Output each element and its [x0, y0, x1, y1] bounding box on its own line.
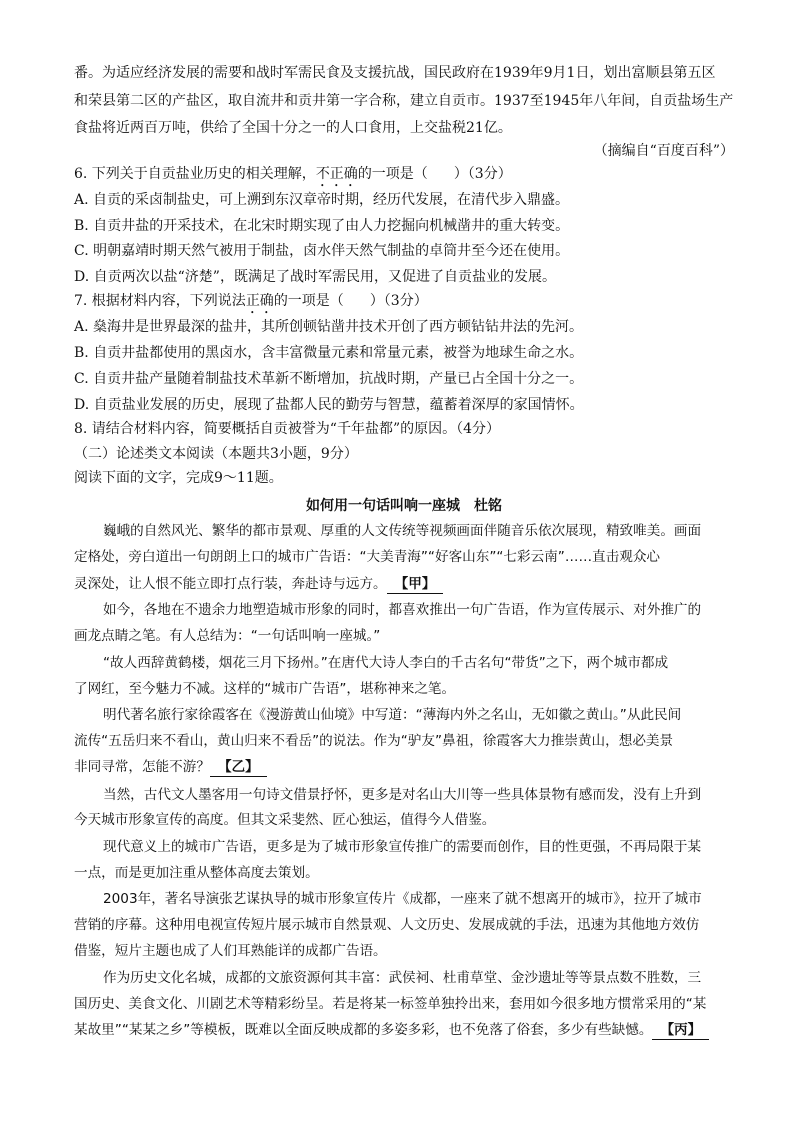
q7-stem-end: ）（3分）	[369, 293, 428, 309]
intro-line-1: 番。为适应经济发展的需要和战时军需民食及支援抗战，国民政府在1939年9月1日，划出富顺县第五区	[74, 65, 716, 81]
article-p6-line2: 一点，而是更加注重从整体高度去策划。	[74, 865, 319, 881]
blank-yi[interactable]: 【乙】	[210, 758, 267, 777]
blank-bing[interactable]: 【丙】	[652, 1021, 709, 1040]
article-p4-line2: 流传“五岳归来不看山，黄山归来不看岳”的说法。作为“驴友”鼻祖，徐霞客大力推崇黄山，想必美景	[74, 733, 674, 749]
article-title: 如何用一句话叫响一座城 杜铭	[306, 498, 502, 514]
question-6-stem	[74, 165, 734, 190]
section-heading: （二）论述类文本阅读（本题共3小题，9分）	[74, 446, 358, 462]
q6-stem-emphasis: 不正确	[315, 166, 358, 182]
blank-jia[interactable]: 【甲】	[387, 575, 444, 594]
article-p8-line2: 国历史、美食文化、川剧艺术等精彩纷呈。若是将某一标签单独拎出来，套用如今很多地方惯常采用的“某	[74, 996, 707, 1012]
q7-stem-post: 的一项是（	[273, 293, 344, 309]
article-p1-text: 灵深处，让人恨不能立即打点行装，奔赴诗与远方。	[74, 576, 387, 592]
article-p2-line1: 如今，各地在不遗余力地塑造城市形象的同时，都喜欢推出一句广告语，作为宣传展示、对外推广的	[103, 602, 702, 618]
article-p2-line2: 画龙点睛之笔。有人总结为：“一句话叫响一座城。”	[74, 628, 381, 644]
intro-line-3: 食盐将近两百万吨，供给了全国十分之一的人口食用，上交盐税21亿。	[74, 120, 512, 136]
article-p5-line1: 当然，古代文人墨客用一句诗文借景抒怀，更多是对名山大川等一些具体景物有感而发，没有上升到	[103, 787, 702, 803]
q6-option-a: A. 自贡的采卤制盐史，可上溯到东汉章帝时期，经历代发展，在清代步入鼎盛。	[74, 192, 570, 208]
article-p4-line1: 明代著名旅行家徐霞客在《漫游黄山仙境》中写道：“薄海内外之名山，无如徽之黄山。”从此民间	[103, 707, 682, 723]
q6-stem-post: 的一项是（	[357, 166, 428, 182]
q7-option-a: A. 燊海井是世界最深的盐井，其所创顿钻凿井技术开创了西方顿钻钻井法的先河。	[74, 319, 584, 335]
question-8: 8. 请结合材料内容，简要概括自贡被誉为“千年盐都”的原因。（4分）	[74, 421, 501, 437]
article-p7-line2: 营销的序幕。这种用电视宣传短片展示城市自然景观、人文历史、发展成就的手法，迅速为其他地方效仿	[74, 917, 700, 933]
article-p6-line1: 现代意义上的城市广告语，更多是为了城市形象宣传推广的需要而创作，目的性更强，不再局限于某	[103, 839, 702, 855]
article-p1-line3	[74, 575, 734, 594]
article-p3-line1: “故人西辞黄鹤楼，烟花三月下扬州。”在唐代大诗人李白的千古名句“带货”之下，两个城市都成	[103, 655, 669, 671]
q7-option-c: C. 自贡井盐产量随着制盐技术革新不断增加，抗战时期，产量已占全国十分之一。	[74, 371, 584, 387]
article-p1-line1: 巍峨的自然风光、繁华的都市景观、厚重的人文传统等视频画面伴随音乐依次展现，精致唯美。画面	[103, 523, 702, 539]
article-p7-line1: 2003年，著名导演张艺谋执导的城市形象宣传片《成都，一座来了就不想离开的城市》，拉开了城市	[103, 891, 702, 907]
source-note: （摘编自“百度百科”）	[593, 143, 734, 159]
article-p8-text: 某故里”“某某之乡”等模板，既难以全面反映成都的多姿多彩，也不免落了俗套，多少有些缺憾。	[74, 1022, 653, 1038]
article-p3-line2: 了网红，至今魅力不减。这样的“城市广告语”，堪称神来之笔。	[74, 681, 456, 697]
q6-stem-end: ）（3分）	[453, 166, 512, 182]
article-p4-text: 非同寻常，怎能不游？	[74, 759, 210, 775]
intro-line-2: 和荣县第二区的产盐区，取自流井和贡井第一字合称，建立自贡市。1937至1945年八年间，自贡盐场生产	[74, 93, 734, 109]
q7-stem-emphasis: 正确	[245, 293, 274, 309]
article-p8-line1: 作为历史文化名城，成都的文旅资源何其丰富：武侯祠、杜甫草堂、金沙遗址等等景点数不胜数，三	[103, 970, 702, 986]
q7-option-b: B. 自贡井盐都使用的黑卤水，含丰富微量元素和常量元素，被誉为地球生命之水。	[74, 345, 584, 361]
article-p8-line3	[74, 1021, 734, 1040]
q7-stem-pre: 7. 根据材料内容，下列说法	[74, 293, 246, 309]
article-p4-line3	[74, 758, 734, 777]
article-p7-line3: 借鉴，短片主题也成了人们耳熟能详的成都广告语。	[74, 943, 387, 959]
q6-option-d: D. 自贡两次以盐“济楚”，既满足了战时军需民用，又促进了自贡盐业的发展。	[74, 269, 556, 285]
q6-option-b: B. 自贡井盐的开采技术，在北宋时期实现了由人力挖掘向机械凿井的重大转变。	[74, 218, 570, 234]
q6-option-c: C. 明朝嘉靖时期天然气被用于制盐，卤水伴天然气制盐的卓筒井至今还在使用。	[74, 243, 570, 259]
section-instruction: 阅读下面的文字，完成9～11题。	[74, 470, 283, 486]
question-7-stem	[74, 292, 734, 317]
article-p1-line2: 定格处，旁白道出一句朗朗上口的城市广告语：“大美青海”“好客山东”“七彩云南”……直击观众心	[74, 549, 661, 565]
q6-stem-pre: 6. 下列关于自贡盐业历史的相关理解，	[74, 166, 316, 182]
article-p5-line2: 今天城市形象宣传的高度。但其文采斐然、匠心独运，值得今人借鉴。	[74, 812, 496, 828]
q7-option-d: D. 自贡盐业发展的历史，展现了盐都人民的勤劳与智慧，蕴蓄着深厚的家国情怀。	[74, 397, 584, 413]
